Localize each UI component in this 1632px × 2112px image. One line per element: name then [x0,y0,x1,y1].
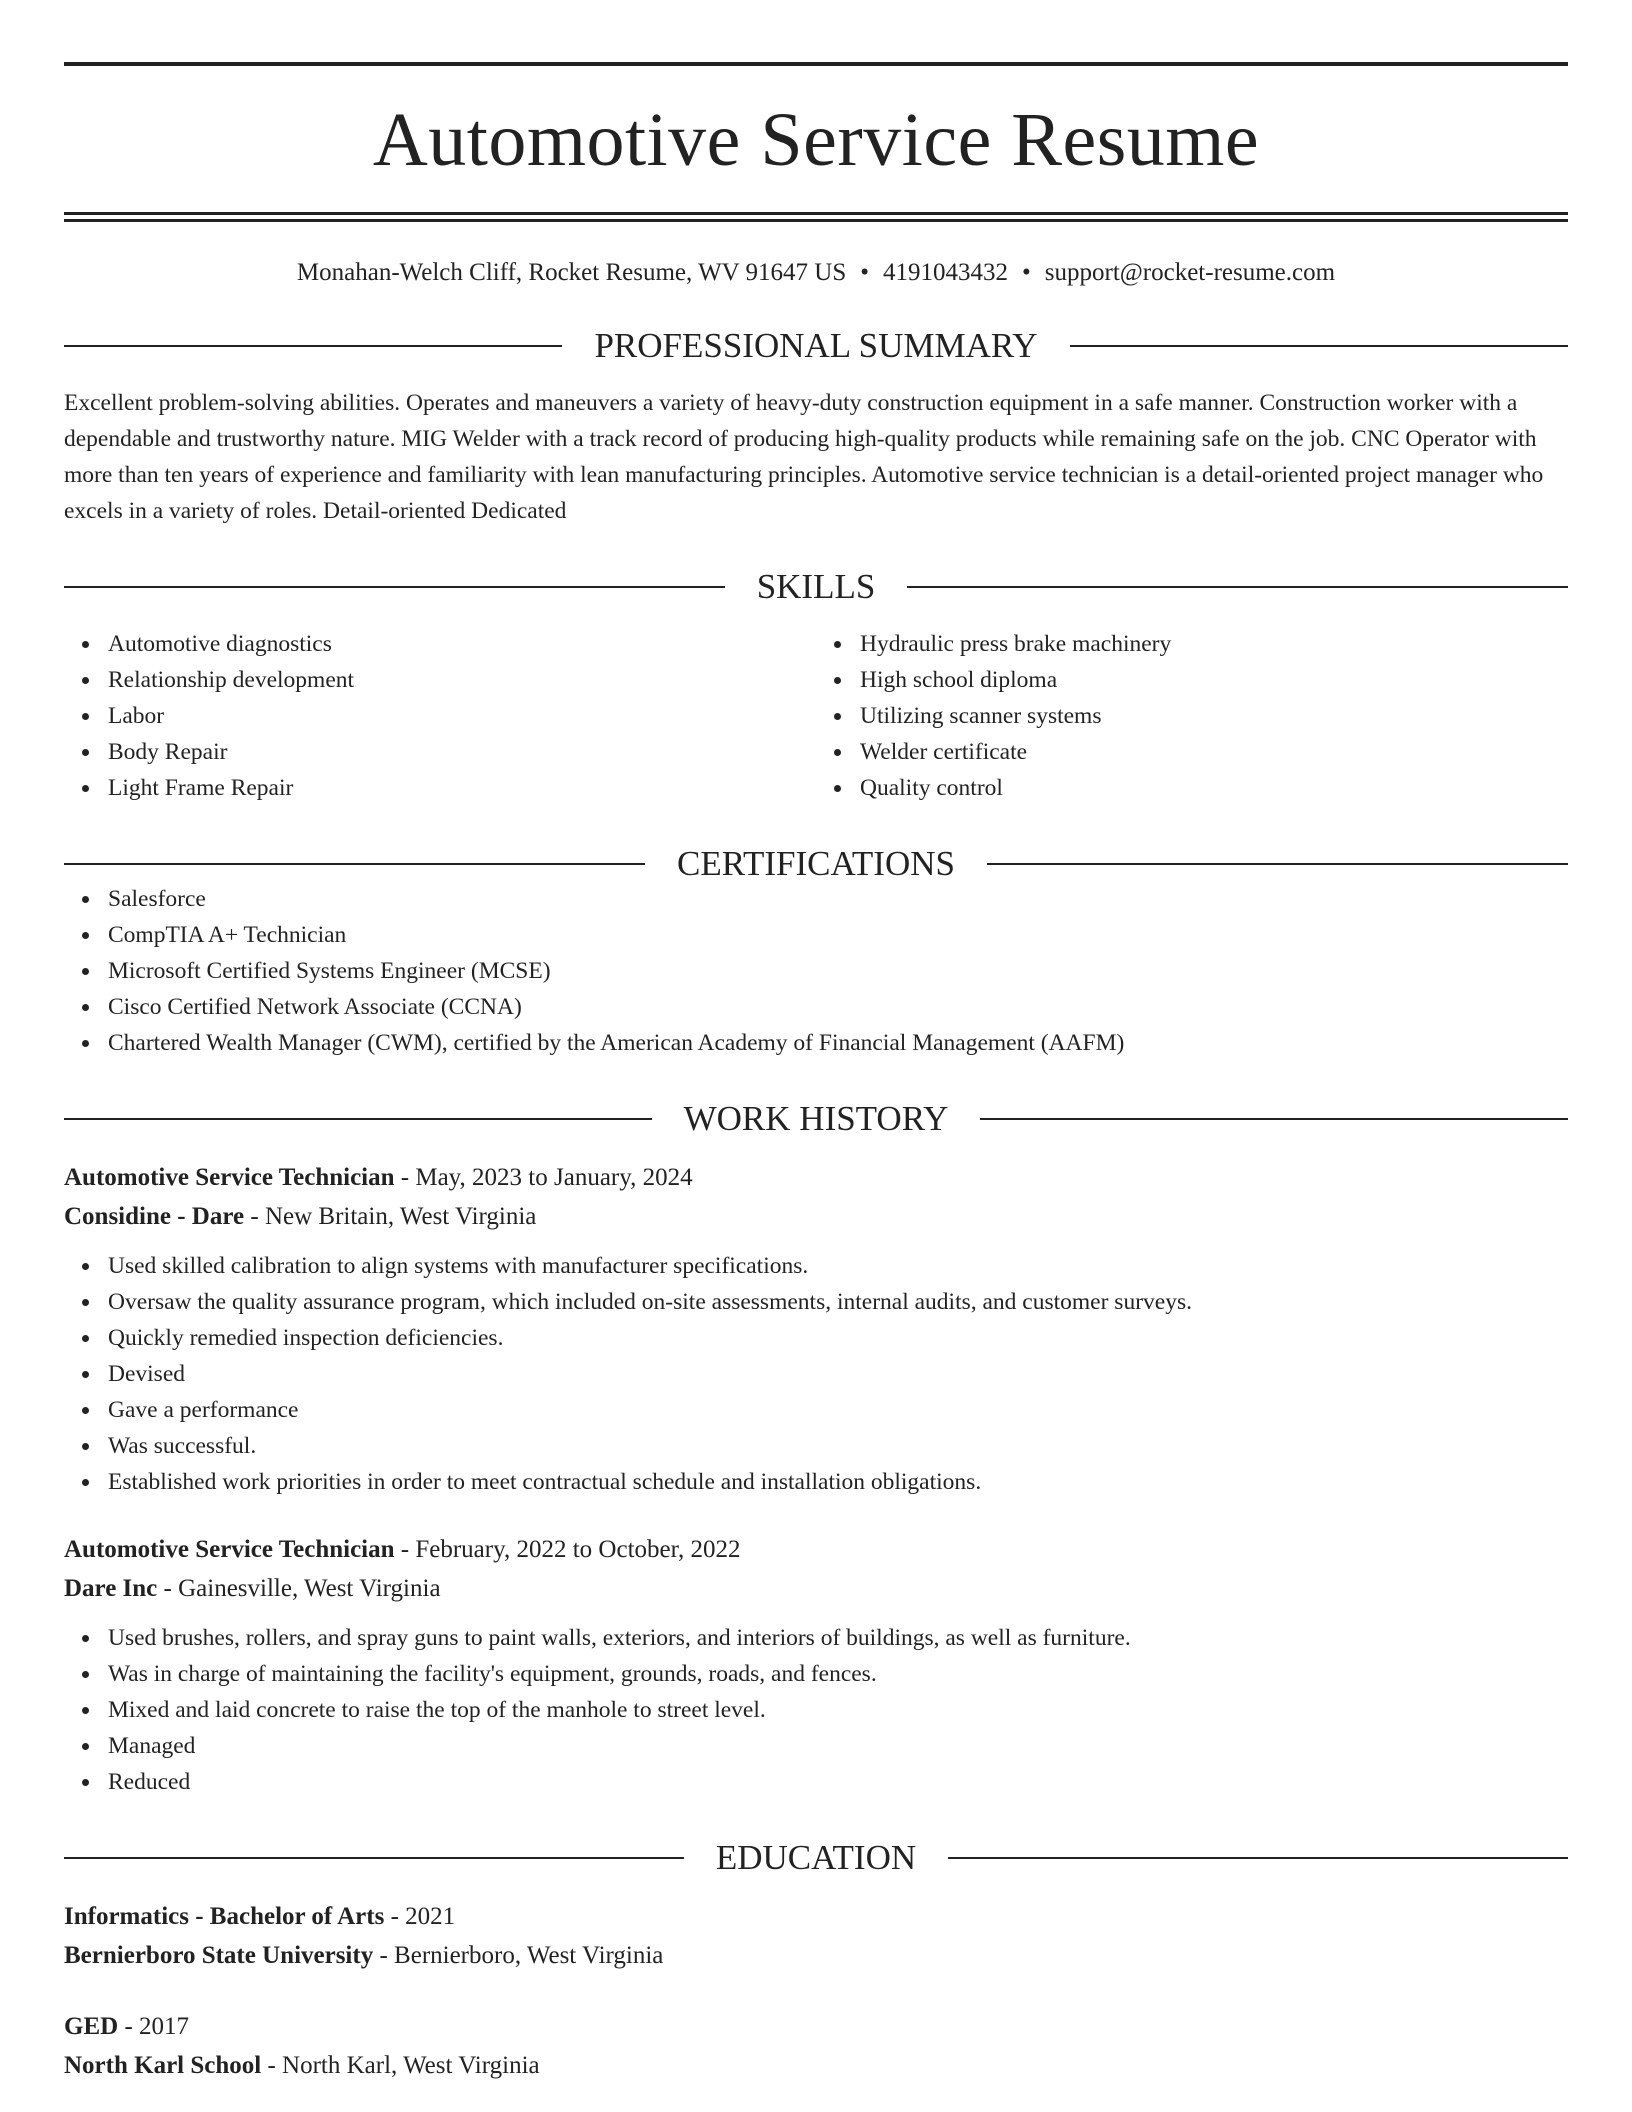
skill-item: Welder certificate [860,734,1568,770]
job-duty: Quickly remedied inspection deficiencies. [108,1320,1568,1356]
resume-title: Automotive Service Resume [372,98,1260,182]
summary-heading-label: PROFESSIONAL SUMMARY [594,326,1038,365]
certifications-list [64,881,1568,1061]
education-entry [64,1897,1568,1975]
education-school-line [64,1936,1568,1975]
education-section-heading [64,1840,1568,1875]
job-duty: Devised [108,1356,1568,1392]
job-duty: Used skilled calibration to align systems with manufacturer specifications. [108,1248,1568,1284]
certifications-heading-label: CERTIFICATIONS [677,844,955,883]
education-school-line [64,2046,1568,2085]
heading-rule [948,1857,1568,1859]
certification-item: CompTIA A+ Technician [108,917,1568,953]
dash-separator: - [244,1203,265,1230]
job-duty: Used brushes, rollers, and spray guns to paint walls, exteriors, and interiors of buildings, as well as furniture. [108,1620,1568,1656]
job-duties-list [64,1248,1568,1500]
skill-item: Labor [108,698,816,734]
dash-separator: - [118,2013,140,2040]
job-duty: Oversaw the quality assurance program, which included on-site assessments, internal audits, and customer surveys. [108,1284,1568,1320]
certification-item: Salesforce [108,881,1568,917]
heading-rule [64,1857,684,1859]
job-duty: Reduced [108,1764,1568,1800]
skills-list-left [64,626,816,806]
skill-item: Quality control [860,770,1568,806]
certification-item: Chartered Wealth Manager (CWM), certified by the American Academy of Financial Management (AAFM) [108,1025,1568,1061]
certifications-section-heading [64,846,1568,881]
job-duty: Gave a performance [108,1392,1568,1428]
contact-line [64,258,1568,288]
education-school: North Karl School [64,2052,262,2079]
skills-grid [64,626,1568,806]
education-school: Bernierboro State University [64,1942,374,1969]
job-duty: Managed [108,1728,1568,1764]
heading-rule [987,863,1568,865]
contact-separator: • [860,259,869,286]
education-location: North Karl, West Virginia [282,2052,540,2079]
job-duty: Mixed and laid concrete to raise the top of the manhole to street level. [108,1692,1568,1728]
heading-rule [64,345,562,347]
dash-separator: - [261,2052,283,2079]
certification-item: Microsoft Certified Systems Engineer (MCSE) [108,953,1568,989]
job-duty: Was successful. [108,1428,1568,1464]
contact-email: support@rocket-resume.com [1044,259,1336,286]
education-entry [64,2007,1568,2085]
skills-list-right [816,626,1568,806]
summary-section-heading [64,328,1568,363]
education-year: 2017 [139,2013,190,2040]
job-location: New Britain, West Virginia [264,1203,537,1230]
heading-rule [1070,345,1568,347]
job-dates: May, 2023 to January, 2024 [415,1164,693,1191]
job-dates: February, 2022 to October, 2022 [415,1536,741,1563]
job-company-line [64,1197,1568,1236]
job-duty: Established work priorities in order to meet contractual schedule and installation obligations. [108,1464,1568,1500]
education-year: 2021 [405,1903,456,1930]
title-double-rule [64,212,1568,222]
skill-item: Automotive diagnostics [108,626,816,662]
dash-separator: - [394,1164,416,1191]
dash-separator: - [384,1903,406,1930]
heading-rule [64,586,725,588]
dash-separator: - [394,1536,416,1563]
work-history-section-heading [64,1101,1568,1136]
heading-rule [907,586,1568,588]
heading-rule [980,1118,1568,1120]
job-company: Dare Inc [64,1575,158,1602]
top-rule [64,62,1568,66]
education-degree-line [64,1897,1568,1936]
skills-column-left [64,626,816,806]
job-title: Automotive Service Technician [64,1164,395,1191]
education-degree: GED [64,2013,119,2040]
skills-column-right [816,626,1568,806]
skill-item: Hydraulic press brake machinery [860,626,1568,662]
job-duties-list [64,1620,1568,1800]
skill-item: Light Frame Repair [108,770,816,806]
job-location: Gainesville, West Virginia [178,1575,441,1602]
work-history-heading-label: WORK HISTORY [683,1099,949,1138]
job-entry [64,1158,1568,1500]
dash-separator: - [157,1575,179,1602]
skills-heading-label: SKILLS [756,567,876,606]
contact-separator: • [1022,259,1031,286]
contact-address: Monahan-Welch Cliff, Rocket Resume, WV 91647 US [296,259,847,286]
skill-item: Relationship development [108,662,816,698]
dash-separator: - [373,1942,395,1969]
skill-item: Body Repair [108,734,816,770]
job-title-line [64,1530,1568,1569]
job-duty: Was in charge of maintaining the facility's equipment, grounds, roads, and fences. [108,1656,1568,1692]
job-entry [64,1530,1568,1800]
skill-item: High school diploma [860,662,1568,698]
education-degree: Informatics - Bachelor of Arts [64,1903,385,1930]
heading-rule [64,863,645,865]
heading-rule [64,1118,652,1120]
skill-item: Utilizing scanner systems [860,698,1568,734]
certification-item: Cisco Certified Network Associate (CCNA) [108,989,1568,1025]
job-company: Considine - Dare [64,1203,245,1230]
job-title-line [64,1158,1568,1197]
job-company-line [64,1569,1568,1608]
professional-summary-text: Excellent problem-solving abilities. Operates and maneuvers a variety of heavy-duty construction equipment in a safe manner. Construction worker with a dependable and trustworthy nature. MIG Welder with a track record of producing high-quality products while remaining safe on the job. CNC Operator with more than ten years of experience and familiarity with lean manufacturing principles. Automotive service technician is a detail-oriented project manager who excels in a variety of roles. Detail-oriented Dedicated [64,390,1544,524]
contact-phone: 4191043432 [883,259,1008,286]
skills-section-heading [64,569,1568,604]
job-title: Automotive Service Technician [64,1536,395,1563]
education-degree-line [64,2007,1568,2046]
education-heading-label: EDUCATION [715,1838,917,1877]
education-location: Bernierboro, West Virginia [394,1942,664,1969]
